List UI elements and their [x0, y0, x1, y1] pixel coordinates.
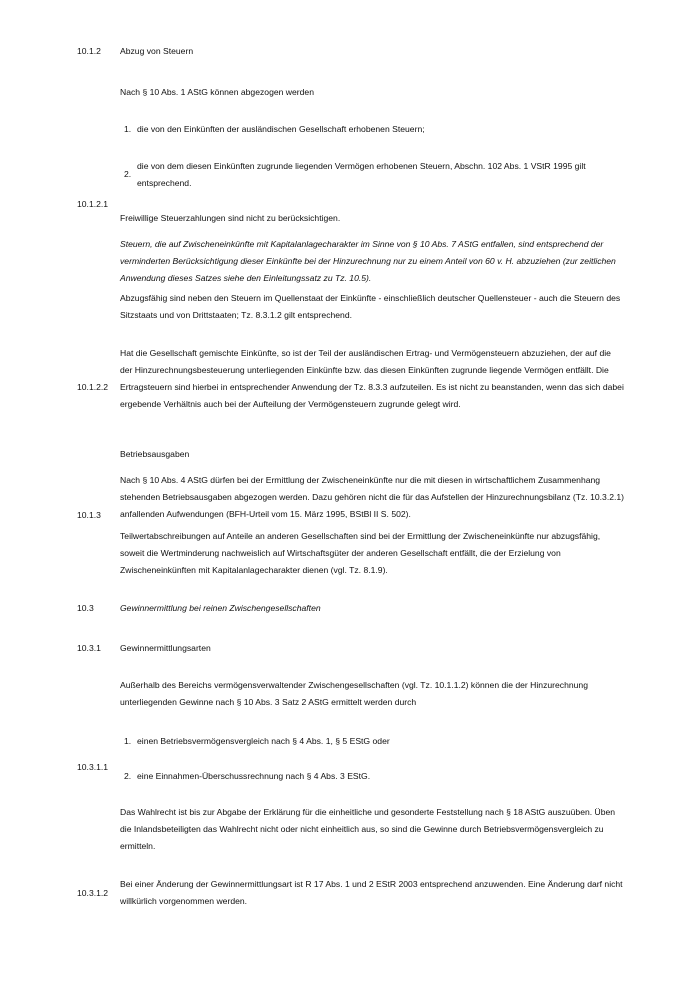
paragraph: Bei einer Änderung der Gewinnermittlungsart ist R 17 Abs. 1 und 2 EStR 2003 entsprechend anzuwenden. Eine Änderung darf nicht willkürlich vorgenommen werden.	[120, 879, 623, 906]
list-number: 2.	[124, 169, 132, 179]
paragraph: Das Wahlrecht ist bis zur Abgabe der Erklärung für die einheitliche und gesonderte Feststellung nach § 18 AStG auszuüben. Üben die Inlandsbeteiligten das Wahlrecht nicht oder nicht einheitlich aus, so sind die Gewinne durch Betriebsvermögensvergleich zu ermitteln.	[120, 807, 616, 851]
section-heading: Abzug von Steuern	[120, 46, 194, 56]
list-number: 1.	[124, 736, 132, 746]
paragraph: Freiwillige Steuerzahlungen sind nicht zu berücksichtigen.	[120, 213, 341, 223]
list-text: eine Einnahmen-Überschussrechnung nach § 4 Abs. 3 EStG.	[137, 771, 371, 781]
section-number: 10.3.1.1	[77, 762, 109, 772]
section-heading: Gewinnermittlung bei reinen Zwischengesellschaften	[120, 603, 321, 613]
paragraph: Teilwertabschreibungen auf Anteile an anderen Gesellschaften sind bei der Ermittlung der Zwischeneinkünfte nur abzugsfähig, soweit die Wertminderung nachweislich auf Wirtschaftsgüter der anderen Gesellschaft entfällt, die der Erzielung von Zwischeneinkünften mit Kapitalanlagecharakter dienen (vgl. Tz. 8.1.9).	[120, 531, 601, 575]
section-heading: Gewinnermittlungsarten	[120, 643, 211, 653]
list-text: die von den Einkünften der ausländischen Gesellschaft erhobenen Steuern;	[137, 124, 425, 134]
list-number: 1.	[124, 124, 132, 134]
paragraph: Abzugsfähig sind neben den Steuern im Quellenstaat der Einkünfte - einschließlich deutscher Quellensteuer - auch die Steuern des Sitzstaats und von Drittstaaten; Tz. 8.3.1.2 gilt entsprechend.	[120, 293, 621, 320]
section-number: 10.3.1.2	[77, 888, 109, 898]
section-number: 10.1.2.1	[77, 199, 109, 209]
list-text: einen Betriebsvermögensvergleich nach § 4 Abs. 1, § 5 EStG oder	[137, 736, 390, 746]
paragraph: Außerhalb des Bereichs vermögensverwaltender Zwischengesellschaften (vgl. Tz. 10.1.1.2) können die der Hinzurechnung unterliegenden Gewinne nach § 10 Abs. 3 Satz 2 AStG ermittelt werden durch	[120, 680, 588, 707]
paragraph-italic: Steuern, die auf Zwischeneinkünfte mit Kapitalanlagecharakter im Sinne von § 10 Abs. 7 AStG entfallen, sind entsprechend der verminderten Berücksichtigung dieser Einkünfte bei der Hinzurechnung nur zu einem Anteil von 60 v. H. abzuziehen (zur zeitlichen Anwendung dieses Satzes siehe den Einleitungssatz zu Tz. 10.5).	[120, 239, 616, 283]
list-text: die von dem diesen Einkünften zugrunde liegenden Vermögen erhobenen Steuern, Abschn. 102 Abs. 1 VStR 1995 gilt entsprechend.	[137, 161, 586, 188]
section-number: 10.3	[77, 603, 94, 613]
paragraph: Nach § 10 Abs. 1 AStG können abgezogen werden	[120, 87, 314, 97]
section-number: 10.1.2	[77, 46, 101, 56]
paragraph: Hat die Gesellschaft gemischte Einkünfte, so ist der Teil der ausländischen Ertrag- und Vermögensteuern abzuziehen, der auf die der Hinzurechnungsbesteuerung unterliegenden Einkünfte bzw. das diesen Einkünften zugrunde liegende Vermögen entfällt. Die Ertragsteuern sind hierbei in entsprechender Anwendung der Tz. 8.3.3 aufzuteilen. Es ist nicht zu beanstanden, wenn das sich dabei ergebende Verhältnis auch bei der Aufteilung der Vermögensteuern zugrunde gelegt wird.	[120, 348, 624, 409]
section-number: 10.1.3	[77, 510, 101, 520]
section-number: 10.3.1	[77, 643, 101, 653]
list-number: 2.	[124, 771, 132, 781]
section-number: 10.1.2.2	[77, 382, 109, 392]
paragraph: Nach § 10 Abs. 4 AStG dürfen bei der Ermittlung der Zwischeneinkünfte nur die mit diesen in wirtschaftlichem Zusammenhang stehenden Betriebsausgaben abgezogen werden. Dazu gehören nicht die für das Aufstellen der Hinzurechnungsbilanz (Tz. 10.3.2.1) anfallenden Aufwendungen (BFH-Urteil vom 15. März 1995, BStBl II S. 502).	[120, 475, 625, 519]
section-heading: Betriebsausgaben	[120, 449, 190, 459]
